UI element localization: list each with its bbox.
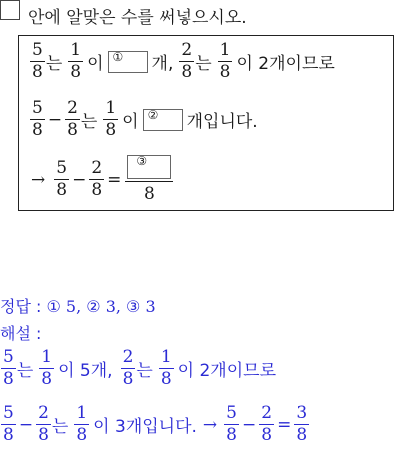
answer-heading: 정답 :: [0, 297, 42, 316]
text-segment: 는: [51, 417, 69, 437]
numerator-blank[interactable]: [127, 155, 171, 179]
blank-label: ③: [136, 154, 148, 168]
answer-checkbox[interactable]: [0, 0, 20, 20]
denominator: 8: [70, 62, 82, 82]
numerator: 2: [122, 347, 134, 367]
numerator: 5: [32, 40, 43, 60]
fraction: [54, 160, 69, 199]
denominator: 8: [91, 180, 103, 200]
numerator: 2: [67, 98, 78, 118]
denominator: 8: [105, 120, 117, 140]
denominator: 8: [181, 62, 193, 82]
numerator: 1: [219, 40, 231, 60]
fraction: [218, 42, 233, 81]
arrow-icon: →: [31, 169, 46, 190]
fraction: [65, 100, 80, 139]
minus-sign: −: [241, 414, 257, 435]
question-line-2: [29, 100, 258, 139]
text-segment: 이: [122, 112, 139, 132]
text-segment: 개입니다.: [186, 112, 258, 132]
fraction: [89, 160, 104, 199]
text-segment: 이 2개이므로: [236, 54, 335, 74]
numerator: 1: [160, 347, 172, 367]
numerator: 1: [70, 40, 82, 60]
minus-sign: −: [47, 109, 63, 130]
denominator: 8: [125, 181, 173, 204]
answer-blank-2[interactable]: [143, 109, 183, 131]
fraction: [103, 100, 118, 139]
arrow-icon: →: [202, 414, 218, 435]
denominator: 8: [67, 120, 78, 140]
denominator: 8: [160, 369, 172, 389]
minus-sign: −: [72, 169, 87, 190]
numerator: 2: [91, 158, 103, 178]
numerator: 1: [41, 347, 53, 367]
denominator: 8: [32, 62, 43, 82]
denominator: 8: [38, 425, 49, 445]
answer-blank-1[interactable]: [108, 51, 148, 73]
blank-label: ①: [112, 49, 124, 64]
text-segment: 이 3개입니다.: [93, 417, 197, 437]
text-segment: 개,: [151, 54, 174, 74]
denominator: 8: [226, 425, 237, 445]
denominator: 8: [296, 425, 308, 445]
text-segment: 는: [136, 361, 153, 381]
fraction: [30, 100, 45, 139]
answer-value: ① 5, ② 3, ③ 3: [46, 297, 156, 316]
numerator: 5: [226, 403, 237, 423]
question-line-1: [29, 42, 335, 81]
denominator: 8: [122, 369, 134, 389]
text-segment: 는: [16, 361, 34, 381]
denominator: 8: [56, 180, 68, 200]
equals-sign: =: [107, 169, 122, 190]
numerator: 2: [181, 40, 193, 60]
denominator: 8: [41, 369, 53, 389]
explanation-line-1: [0, 349, 276, 388]
answer-blank-3[interactable]: [125, 155, 173, 204]
question-box: [18, 35, 394, 211]
fraction: [30, 42, 45, 81]
fraction: [68, 42, 83, 81]
denominator: 8: [3, 369, 14, 389]
denominator: 8: [3, 425, 14, 445]
fraction: [74, 405, 89, 444]
numerator: 1: [105, 98, 117, 118]
explanation-line-2: [0, 405, 310, 444]
numerator: 1: [76, 403, 88, 423]
fraction: [294, 405, 309, 444]
text-segment: 이 5개,: [58, 361, 113, 381]
equals-sign: =: [277, 414, 292, 435]
fraction: [179, 42, 194, 81]
numerator: 5: [56, 158, 68, 178]
numerator: 5: [3, 403, 14, 423]
numerator: 2: [261, 403, 273, 423]
fraction: [1, 349, 16, 388]
numerator: 5: [32, 98, 43, 118]
fraction: [121, 349, 136, 388]
fraction: [259, 405, 274, 444]
denominator: 8: [261, 425, 273, 445]
question-line-3: [29, 155, 175, 204]
text-segment: 이 2개이므로: [177, 361, 276, 381]
text-segment: 는: [195, 54, 212, 74]
fraction: [159, 349, 174, 388]
denominator: 8: [219, 62, 231, 82]
answer-line: [0, 294, 156, 317]
numerator: 5: [3, 347, 14, 367]
fraction: [1, 405, 16, 444]
text-segment: 이: [87, 54, 104, 74]
text-segment: 는: [45, 54, 63, 74]
fraction: [36, 405, 51, 444]
denominator: 8: [76, 425, 88, 445]
explanation-heading: 해설 :: [0, 324, 42, 343]
denominator: 8: [32, 120, 43, 140]
question-instruction: 안에 알맞은 수를 써넣으시오.: [28, 8, 247, 28]
numerator: 3: [296, 403, 308, 423]
minus-sign: −: [18, 414, 34, 435]
fraction: [224, 405, 239, 444]
fraction: [39, 349, 54, 388]
numerator: 2: [38, 403, 49, 423]
text-segment: 는: [80, 112, 98, 132]
blank-label: ②: [147, 107, 159, 122]
